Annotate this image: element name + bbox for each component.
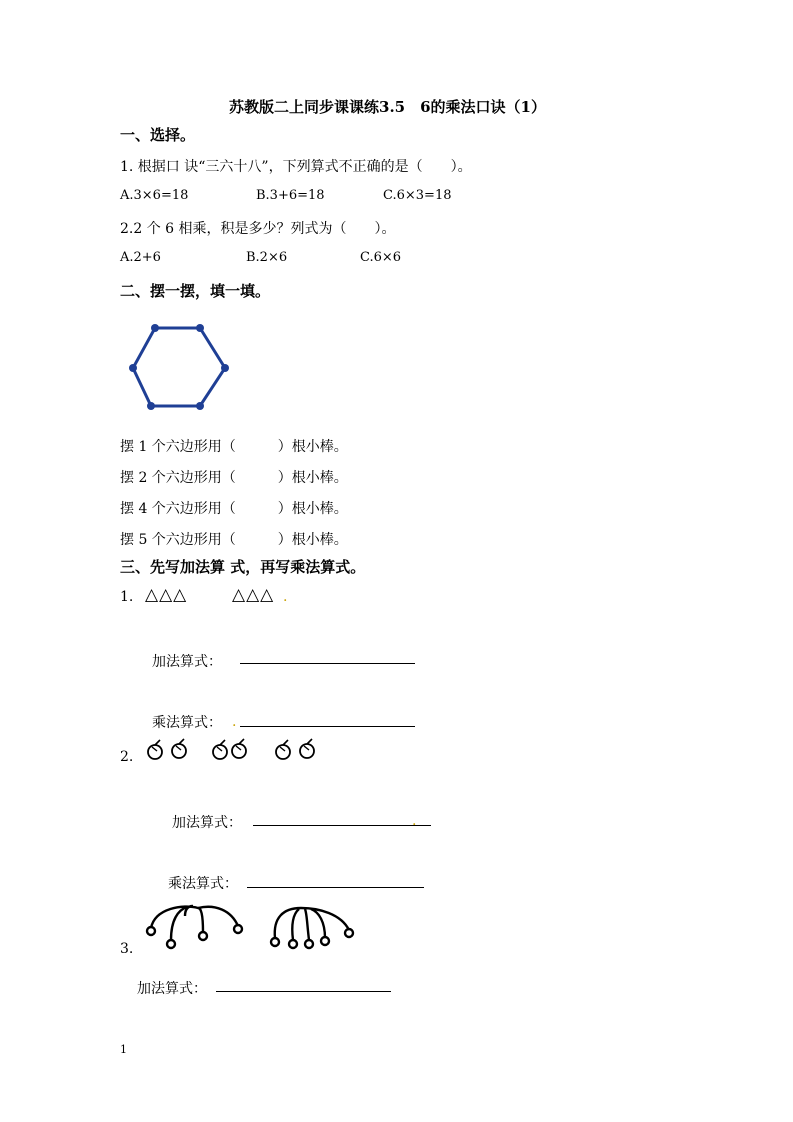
mul-label-2: 乘法算式： bbox=[168, 876, 238, 892]
add-answer-line-1[interactable] bbox=[240, 663, 415, 664]
triangle-group-b: △△△ bbox=[232, 585, 275, 605]
hexagon-vertex bbox=[196, 324, 204, 332]
hexagon-vertex bbox=[147, 402, 155, 410]
add-label-1: 加法算式： bbox=[152, 654, 222, 670]
question-1-1-option-c: C.6×3=18 bbox=[383, 188, 452, 203]
question-3-3-number: 3. bbox=[120, 941, 134, 957]
marker-dot: . bbox=[232, 714, 237, 730]
question-1-2-option-c: C.6×6 bbox=[360, 250, 402, 265]
section-3-heading: 三、先写加法算 式，再写乘法算式。 bbox=[120, 558, 366, 576]
branches-diagram bbox=[143, 900, 358, 954]
apples-diagram bbox=[145, 738, 320, 764]
question-1-1-option-b: B.3+6=18 bbox=[256, 188, 325, 203]
question-3-1-number: 1. bbox=[120, 589, 134, 605]
add-answer-line-3[interactable] bbox=[216, 991, 391, 992]
apple-icon bbox=[276, 740, 290, 759]
branch-group-left bbox=[147, 906, 242, 948]
hexagon-diagram bbox=[125, 322, 237, 414]
apple-icon bbox=[300, 739, 314, 758]
add-label-2: 加法算式： bbox=[172, 815, 242, 831]
question-1-2-text: 2.2 个 6 相乘，积是多少？列式为（ ）。 bbox=[120, 221, 396, 237]
page-number: 1 bbox=[120, 1043, 127, 1056]
question-3-2-number: 2. bbox=[120, 749, 134, 765]
hexagon-vertex bbox=[196, 402, 204, 410]
marker-dot: . bbox=[283, 589, 288, 605]
fill-line-1: 摆 1 个六边形用（ ）根小棒。 bbox=[120, 439, 348, 455]
triangle-group-a: △△△ bbox=[145, 585, 188, 605]
question-1-1-text: 1. 根据口 诀“三六十八”，下列算式不正确的是（ ）。 bbox=[120, 159, 472, 175]
hexagon-outline bbox=[133, 328, 225, 406]
add-label-3: 加法算式： bbox=[137, 981, 207, 997]
mul-answer-line-1[interactable] bbox=[240, 726, 415, 727]
hexagon-vertex bbox=[221, 364, 229, 372]
fill-line-2: 摆 2 个六边形用（ ）根小棒。 bbox=[120, 470, 348, 486]
question-1-1-option-a: A.3×6=18 bbox=[120, 188, 189, 203]
mul-answer-line-2[interactable] bbox=[247, 887, 424, 888]
document-title: 苏教版二上同步课课练3.5 6的乘法口诀（1） bbox=[229, 98, 546, 116]
hexagon-vertex bbox=[151, 324, 159, 332]
apple-icon bbox=[148, 740, 162, 759]
apple-icon bbox=[213, 740, 227, 759]
apple-icon bbox=[232, 739, 246, 758]
fill-line-4: 摆 5 个六边形用（ ）根小棒。 bbox=[120, 532, 348, 548]
hexagon-vertex bbox=[129, 364, 137, 372]
question-1-2-option-b: B.2×6 bbox=[246, 250, 288, 265]
branch-group-right bbox=[271, 908, 353, 948]
section-1-heading: 一、选择。 bbox=[120, 126, 196, 144]
question-1-2-option-a: A.2+6 bbox=[120, 250, 161, 265]
section-2-heading: 二、摆一摆，填一填。 bbox=[120, 282, 271, 300]
apple-icon bbox=[172, 739, 186, 758]
mul-label-1: 乘法算式： bbox=[152, 715, 222, 731]
add-answer-line-2[interactable] bbox=[253, 825, 431, 826]
marker-dot: . bbox=[412, 813, 417, 829]
fill-line-3: 摆 4 个六边形用（ ）根小棒。 bbox=[120, 501, 348, 517]
